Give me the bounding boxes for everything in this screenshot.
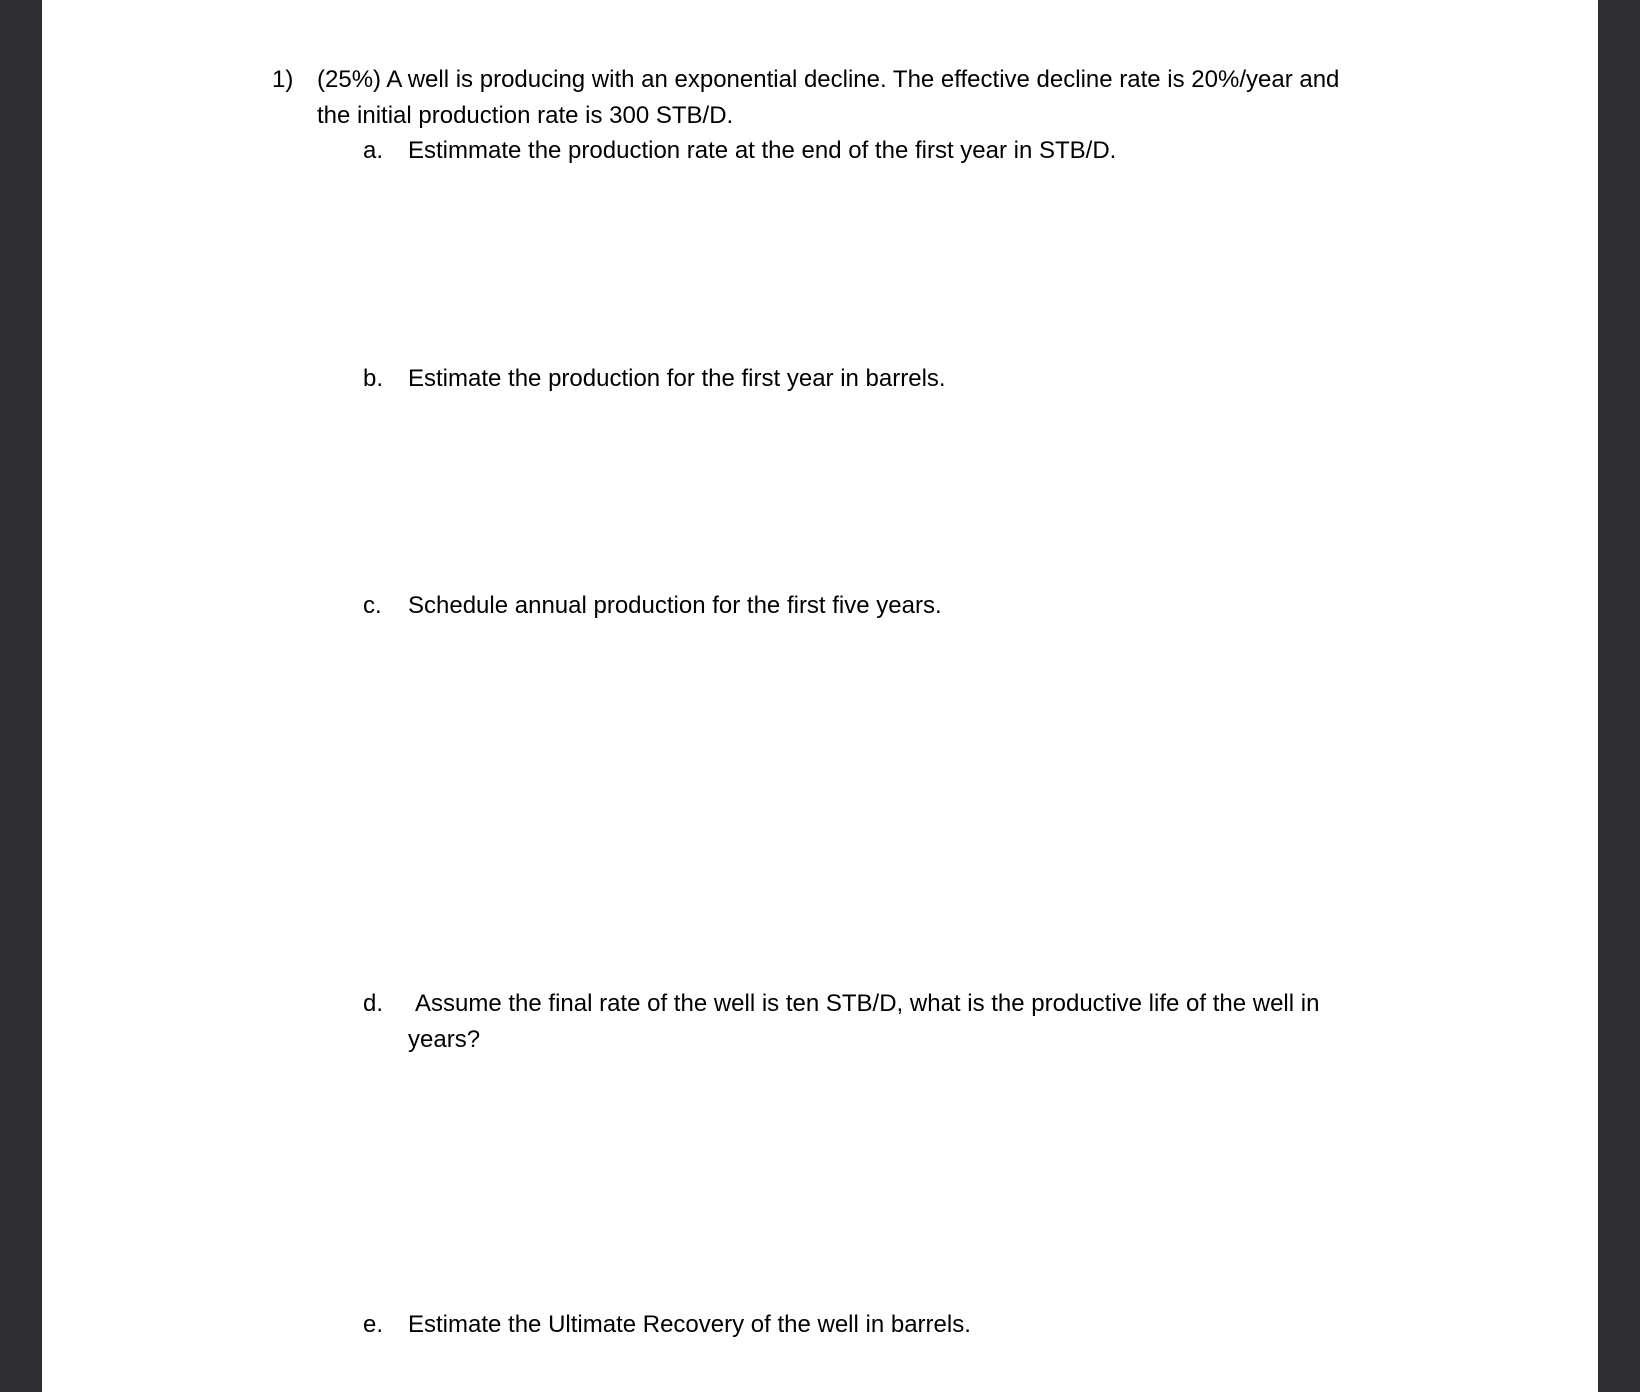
question-number: 1) (272, 66, 294, 93)
part-d-text-continued: years? (408, 1026, 481, 1053)
question-intro-line-1: (25%) A well is producing with an exponential decline. The effective decline rate is 20%/year and (317, 66, 1340, 93)
document-page (42, 0, 1598, 1392)
part-e-label: e. (363, 1311, 384, 1338)
part-d-label: d. (363, 990, 384, 1017)
part-d-text: Assume the final rate of the well is ten STB/D, what is the productive life of the well in (415, 990, 1320, 1017)
part-c-label: c. (363, 592, 382, 619)
part-b-text: Estimate the production for the first year in barrels. (408, 365, 946, 392)
part-b-label: b. (363, 365, 384, 392)
part-a-text: Estimmate the production rate at the end of the first year in STB/D. (408, 137, 1117, 164)
part-e-text: Estimate the Ultimate Recovery of the well in barrels. (408, 1311, 971, 1338)
part-c-text: Schedule annual production for the first five years. (408, 592, 942, 619)
question-intro-line-2: the initial production rate is 300 STB/D. (317, 102, 734, 129)
part-a-label: a. (363, 137, 384, 164)
